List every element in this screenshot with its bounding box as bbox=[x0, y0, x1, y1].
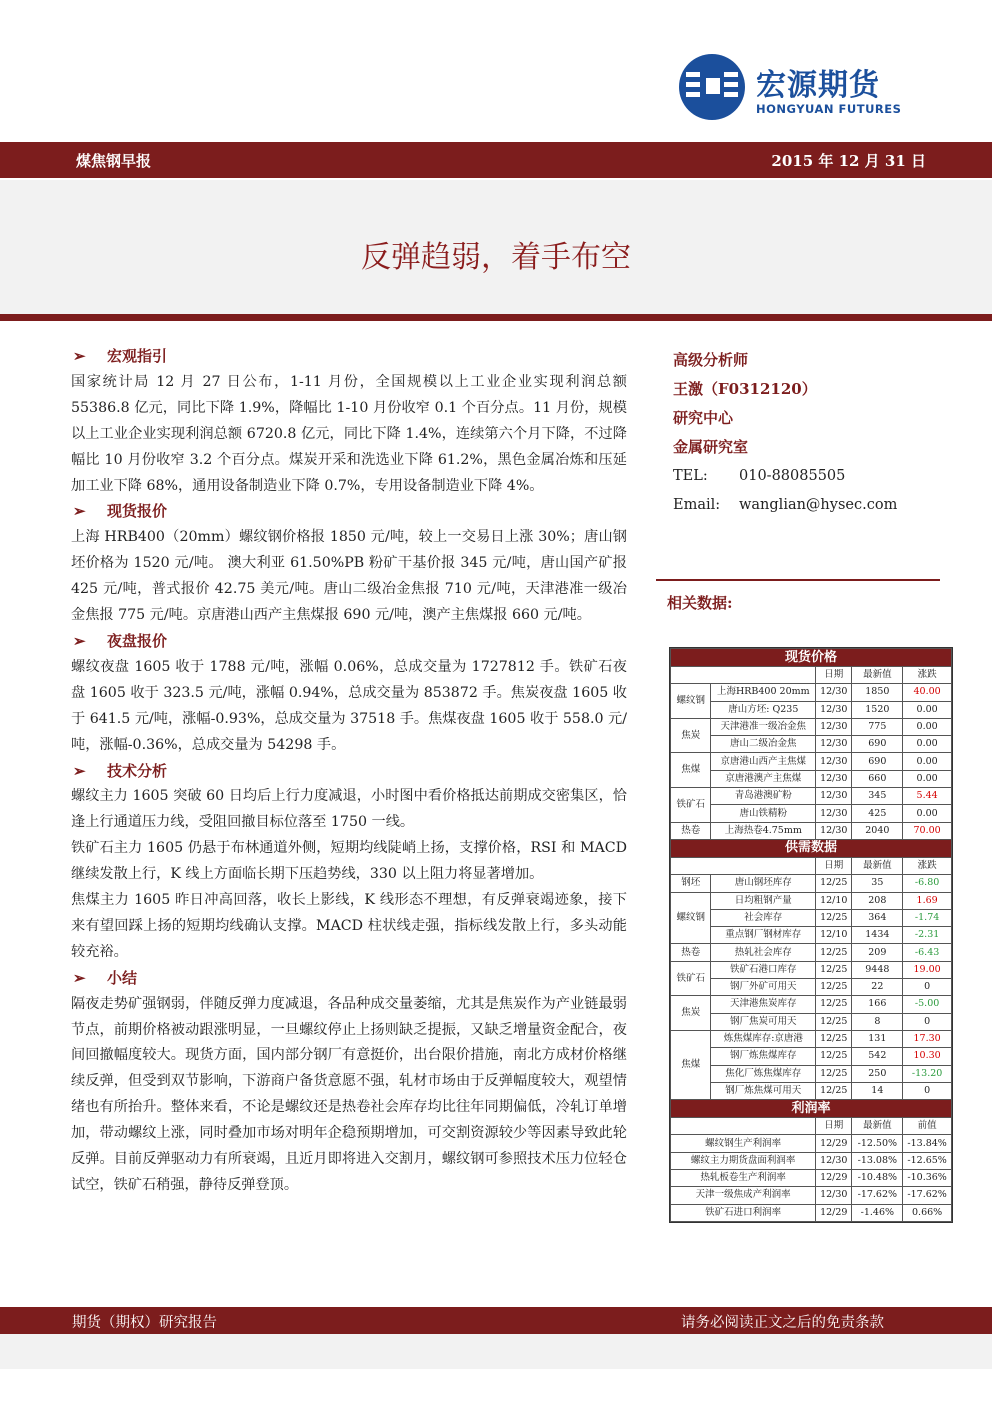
data-table bbox=[670, 648, 952, 1222]
row-date: 12/29 bbox=[816, 1135, 852, 1152]
row-change: 17.30 bbox=[903, 1030, 952, 1047]
logo-english-text: HONGYUAN FUTURES bbox=[756, 102, 902, 116]
section-paragraph: 上海 HRB400（20mm）螺纹钢价格报 1850 元/吨，较上一交易日上涨 30%；唐山钢坯价格为 1520 元/吨。 澳大利亚 61.50%PB 粉矿干基价报 345 元/吨，唐山国产矿报 425 元/吨，普式报价 42.75 美元/吨。唐山二级冶金焦报 710 元/吨，天津港准一级冶金焦报 775 元/吨。京唐港山西产主焦煤报 690 元/吨，澳产主焦煤报 660 元/吨。 bbox=[71, 529, 627, 624]
row-name: 天津港焦炭库存 bbox=[711, 996, 816, 1013]
analyst-role: 高级分析师 bbox=[673, 351, 749, 369]
row-name: 炼焦煤库存:京唐港 bbox=[711, 1030, 816, 1047]
row-category: 铁矿石 bbox=[671, 961, 711, 996]
row-date: 12/30 bbox=[816, 1187, 852, 1204]
table-row bbox=[671, 961, 952, 978]
tel-row bbox=[673, 462, 933, 491]
row-date: 12/30 bbox=[816, 684, 852, 701]
row-value: 345 bbox=[852, 788, 903, 805]
section-heading bbox=[71, 344, 627, 370]
table-band-row bbox=[671, 1100, 952, 1118]
row-change: 0.00 bbox=[903, 805, 952, 822]
row-name: 上海热卷4.75mm bbox=[711, 822, 816, 839]
row-name: 京唐港山西产主焦煤 bbox=[711, 753, 816, 770]
main-content bbox=[71, 344, 627, 1199]
row-name: 重点钢厂钢材库存 bbox=[711, 927, 816, 944]
row-date: 12/25 bbox=[816, 979, 852, 996]
arrow-bullet-icon: ➢ bbox=[73, 631, 86, 650]
table-band-title: 现货价格 bbox=[671, 649, 952, 667]
table-header-cell: 最新值 bbox=[852, 857, 903, 874]
email-value[interactable]: wanglian@hysec.com bbox=[739, 497, 898, 513]
row-change: 0 bbox=[903, 979, 952, 996]
table-row bbox=[671, 684, 952, 701]
row-name: 钢厂焦炭可用天 bbox=[711, 1013, 816, 1030]
row-category: 焦煤 bbox=[671, 753, 711, 788]
row-change: -2.31 bbox=[903, 927, 952, 944]
section-heading bbox=[71, 629, 627, 655]
row-date: 12/30 bbox=[816, 736, 852, 753]
logo-chinese-text: 宏源期货 bbox=[756, 68, 880, 103]
row-change: -13.84% bbox=[903, 1135, 952, 1152]
table-band-row bbox=[671, 839, 952, 857]
table-row bbox=[671, 1135, 952, 1152]
section-heading-text: 小结 bbox=[107, 968, 138, 987]
table-row bbox=[671, 1048, 952, 1065]
row-value: 364 bbox=[852, 909, 903, 926]
table-row bbox=[671, 1030, 952, 1047]
table-row bbox=[671, 1187, 952, 1204]
report-series-name: 煤焦钢早报 bbox=[76, 152, 152, 170]
table-header-cell: 涨跌 bbox=[903, 667, 952, 684]
row-date: 12/29 bbox=[816, 1170, 852, 1187]
table-header-cell: 日期 bbox=[816, 1118, 852, 1135]
row-change: -6.43 bbox=[903, 944, 952, 961]
research-center: 研究中心 bbox=[673, 409, 734, 427]
row-value: 209 bbox=[852, 944, 903, 961]
row-value: 35 bbox=[852, 875, 903, 892]
row-change: -6.80 bbox=[903, 875, 952, 892]
section-heading-text: 夜盘报价 bbox=[107, 631, 168, 650]
row-change: 1.69 bbox=[903, 892, 952, 909]
table-row bbox=[671, 822, 952, 839]
row-date: 12/25 bbox=[816, 1082, 852, 1099]
row-date: 12/30 bbox=[816, 805, 852, 822]
row-date: 12/30 bbox=[816, 770, 852, 787]
row-date: 12/30 bbox=[816, 788, 852, 805]
row-value: 775 bbox=[852, 718, 903, 735]
arrow-bullet-icon: ➢ bbox=[73, 968, 86, 987]
table-row bbox=[671, 718, 952, 735]
row-change: -5.00 bbox=[903, 996, 952, 1013]
section-paragraph: 铁矿石主力 1605 仍悬于布林通道外侧，短期均线陡峭上扬，支撑价格，RSI 和 MACD 继续发散上行，K 线上方面临长期下压趋势线，330 以上阻力将显著增加。 bbox=[71, 840, 627, 883]
row-date: 12/30 bbox=[816, 718, 852, 735]
section-heading bbox=[71, 499, 627, 525]
row-name: 热轧板卷生产利润率 bbox=[671, 1170, 816, 1187]
row-category: 钢坯 bbox=[671, 875, 711, 892]
table-row bbox=[671, 1065, 952, 1082]
row-change: -12.65% bbox=[903, 1152, 952, 1169]
row-value: -17.62% bbox=[852, 1187, 903, 1204]
row-change: 0 bbox=[903, 1013, 952, 1030]
section-heading-text: 技术分析 bbox=[107, 761, 168, 780]
row-value: -13.08% bbox=[852, 1152, 903, 1169]
table-row bbox=[671, 1204, 952, 1221]
row-date: 12/25 bbox=[816, 961, 852, 978]
row-value: 208 bbox=[852, 892, 903, 909]
row-date: 12/25 bbox=[816, 944, 852, 961]
table-header-cell: 日期 bbox=[816, 857, 852, 874]
data-tables bbox=[669, 647, 953, 1223]
row-change: 0.66% bbox=[903, 1204, 952, 1221]
row-value: 250 bbox=[852, 1065, 903, 1082]
row-change: 0.00 bbox=[903, 770, 952, 787]
row-value: 542 bbox=[852, 1048, 903, 1065]
table-header-cell: 日期 bbox=[816, 667, 852, 684]
row-category: 焦炭 bbox=[671, 996, 711, 1031]
footer-grey-band bbox=[0, 1334, 992, 1369]
arrow-bullet-icon: ➢ bbox=[73, 761, 86, 780]
row-date: 12/30 bbox=[816, 753, 852, 770]
section-heading-text: 宏观指引 bbox=[107, 347, 168, 365]
row-value: 8 bbox=[852, 1013, 903, 1030]
table-row bbox=[671, 736, 952, 753]
row-name: 青岛港澳矿粉 bbox=[711, 788, 816, 805]
table-header-row bbox=[671, 667, 952, 684]
table-row bbox=[671, 1170, 952, 1187]
row-change: 10.30 bbox=[903, 1048, 952, 1065]
tel-value: 010-88085505 bbox=[739, 468, 846, 484]
row-value: -12.50% bbox=[852, 1135, 903, 1152]
row-date: 12/10 bbox=[816, 892, 852, 909]
row-date: 12/25 bbox=[816, 875, 852, 892]
row-category: 热卷 bbox=[671, 822, 711, 839]
table-header-blank bbox=[671, 1118, 816, 1135]
row-change: 0.00 bbox=[903, 718, 952, 735]
table-row bbox=[671, 805, 952, 822]
row-date: 12/29 bbox=[816, 1204, 852, 1221]
analyst-name: 王激（F0312120） bbox=[673, 380, 817, 398]
row-category: 焦炭 bbox=[671, 718, 711, 753]
row-name: 社会库存 bbox=[711, 909, 816, 926]
row-name: 唐山钢坯库存 bbox=[711, 875, 816, 892]
tel-label: TEL: bbox=[673, 468, 708, 484]
section-paragraph: 螺纹主力 1605 突破 60 日均后上行力度减退，小时图中看价格抵达前期成交密集区，恰逢上行通道压力线，受阻回撤目标位落至 1750 一线。 bbox=[71, 788, 627, 831]
row-change: 40.00 bbox=[903, 684, 952, 701]
table-row bbox=[671, 996, 952, 1013]
row-value: 14 bbox=[852, 1082, 903, 1099]
row-date: 12/30 bbox=[816, 1152, 852, 1169]
row-value: 9448 bbox=[852, 961, 903, 978]
table-header-cell: 涨跌 bbox=[903, 857, 952, 874]
analyst-info bbox=[673, 346, 933, 520]
table-row bbox=[671, 892, 952, 909]
row-change: -10.36% bbox=[903, 1170, 952, 1187]
table-row bbox=[671, 944, 952, 961]
arrow-bullet-icon: ➢ bbox=[73, 347, 86, 365]
row-category: 铁矿石 bbox=[671, 788, 711, 823]
row-date: 12/10 bbox=[816, 927, 852, 944]
row-date: 12/30 bbox=[816, 822, 852, 839]
arrow-bullet-icon: ➢ bbox=[73, 502, 86, 521]
row-change: 0.00 bbox=[903, 753, 952, 770]
section-paragraph: 螺纹夜盘 1605 收于 1788 元/吨，涨幅 0.06%，总成交量为 1727812 手。铁矿石夜盘 1605 收于 323.5 元/吨，涨幅 0.94%，总成交量为 853872 手。焦炭夜盘 1605 收于 641.5 元/吨，涨幅-0.93%，总成交量为 37518 手。焦煤夜盘 1605 收于 558.0 元/吨，涨幅-0.36%，总成交量为 54298 手。 bbox=[71, 658, 627, 753]
table-row bbox=[671, 770, 952, 787]
row-change: -13.20 bbox=[903, 1065, 952, 1082]
row-name: 铁矿石进口利润率 bbox=[671, 1204, 816, 1221]
table-row bbox=[671, 788, 952, 805]
row-date: 12/25 bbox=[816, 1048, 852, 1065]
row-name: 唐山方坯: Q235 bbox=[711, 701, 816, 718]
section-heading bbox=[71, 966, 627, 992]
table-row bbox=[671, 979, 952, 996]
row-date: 12/25 bbox=[816, 1065, 852, 1082]
table-header-cell: 最新值 bbox=[852, 667, 903, 684]
table-band-row bbox=[671, 649, 952, 667]
section-heading-text: 现货报价 bbox=[107, 502, 168, 521]
row-name: 日均粗钢产量 bbox=[711, 892, 816, 909]
row-name: 铁矿石港口库存 bbox=[711, 961, 816, 978]
related-data-heading: 相关数据: bbox=[667, 594, 733, 612]
table-header-blank bbox=[671, 667, 816, 684]
row-name: 天津一级焦成产利润率 bbox=[671, 1187, 816, 1204]
row-date: 12/25 bbox=[816, 1030, 852, 1047]
table-row bbox=[671, 1082, 952, 1099]
table-band-title: 供需数据 bbox=[671, 839, 952, 857]
row-name: 螺纹主力期货盘面利润率 bbox=[671, 1152, 816, 1169]
report-title: 反弹趋弱，着手布空 bbox=[361, 240, 631, 275]
row-date: 12/25 bbox=[816, 1013, 852, 1030]
footer-disclaimer: 请务必阅读正文之后的免责条款 bbox=[681, 1315, 884, 1331]
title-rule bbox=[0, 314, 992, 321]
row-change: -1.74 bbox=[903, 909, 952, 926]
table-header-cell: 前值 bbox=[903, 1118, 952, 1135]
row-value: 131 bbox=[852, 1030, 903, 1047]
section-heading bbox=[71, 759, 627, 785]
row-value: 425 bbox=[852, 805, 903, 822]
row-change: 0.00 bbox=[903, 701, 952, 718]
row-name: 天津港准一级冶金焦 bbox=[711, 718, 816, 735]
row-change: 0 bbox=[903, 1082, 952, 1099]
row-value: 690 bbox=[852, 736, 903, 753]
row-value: -10.48% bbox=[852, 1170, 903, 1187]
row-value: 1850 bbox=[852, 684, 903, 701]
row-change: 0.00 bbox=[903, 736, 952, 753]
row-value: 690 bbox=[852, 753, 903, 770]
row-name: 唐山二级冶金焦 bbox=[711, 736, 816, 753]
report-date: 2015 年 12 月 31 日 bbox=[771, 152, 926, 170]
row-name: 热轧社会库存 bbox=[711, 944, 816, 961]
row-value: 166 bbox=[852, 996, 903, 1013]
side-rule bbox=[656, 579, 940, 581]
table-row bbox=[671, 1152, 952, 1169]
table-band-title: 利润率 bbox=[671, 1100, 952, 1118]
row-value: 660 bbox=[852, 770, 903, 787]
section-paragraph: 国家统计局 12 月 27 日公布，1-11 月份，全国规模以上工业企业实现利润总额 55386.8 亿元，同比下降 1.9%，降幅比 1-10 月份收窄 0.1 个百分点。11 月份，规模以上工业企业实现利润总额 6720.8 亿元，同比下降 1.4%，连续第六个月下降，不过降幅比 10 月份收窄 3.2 个百分点。煤炭开采和洗选业下降 61.2%，黑色金属冶炼和压延加工业下降 68%，通用设备制造业下降 0.7%，专用设备制造业下降 4%。 bbox=[71, 373, 627, 494]
row-category: 螺纹钢 bbox=[671, 892, 711, 944]
row-value: -1.46% bbox=[852, 1204, 903, 1221]
table-row bbox=[671, 909, 952, 926]
row-change: 5.44 bbox=[903, 788, 952, 805]
table-row bbox=[671, 927, 952, 944]
row-value: 1520 bbox=[852, 701, 903, 718]
row-name: 钢厂外矿可用天 bbox=[711, 979, 816, 996]
table-row bbox=[671, 701, 952, 718]
table-header-row bbox=[671, 857, 952, 874]
row-category: 热卷 bbox=[671, 944, 711, 961]
row-name: 唐山铁精粉 bbox=[711, 805, 816, 822]
table-header-cell: 最新值 bbox=[852, 1118, 903, 1135]
row-category: 螺纹钢 bbox=[671, 684, 711, 719]
row-value: 22 bbox=[852, 979, 903, 996]
table-header-blank bbox=[671, 857, 816, 874]
row-change: -17.62% bbox=[903, 1187, 952, 1204]
row-name: 上海HRB400 20mm bbox=[711, 684, 816, 701]
table-row bbox=[671, 875, 952, 892]
row-change: 70.00 bbox=[903, 822, 952, 839]
row-date: 12/30 bbox=[816, 701, 852, 718]
email-label: Email: bbox=[673, 497, 721, 513]
section-paragraph: 隔夜走势矿强钢弱，伴随反弹力度减退，各品种成交量萎缩，尤其是焦炭作为产业链最弱节点，前期价格被动跟涨明显，一旦螺纹停止上扬则缺乏提振，又缺乏增量资金配合，夜间回撤幅度较大。现货方面，国内部分钢厂有意挺价，出台限价措施，南北方成材价格继续反弹，但受到双节影响，下游商户备货意愿不强，轧材市场由于反弹幅度较大，观望情绪也有所抬升。整体来看，不论是螺纹还是热卷社会库存均比往年同期偏低，冷轧订单增加，带动螺纹上涨，同时叠加市场对明年企稳预期增加，可交割资源较少等因素导致此轮反弹。目前反弹驱动力有所衰竭，且近月即将进入交割月，螺纹钢可参照技术压力位轻仓试空，铁矿石稍强，静待反弹登顶。 bbox=[71, 995, 627, 1193]
row-name: 螺纹钢生产利润率 bbox=[671, 1135, 816, 1152]
table-row bbox=[671, 1013, 952, 1030]
row-value: 1434 bbox=[852, 927, 903, 944]
row-name: 京唐港澳产主焦煤 bbox=[711, 770, 816, 787]
row-name: 钢厂炼焦煤可用天 bbox=[711, 1082, 816, 1099]
row-value: 2040 bbox=[852, 822, 903, 839]
row-change: 19.00 bbox=[903, 961, 952, 978]
table-row bbox=[671, 753, 952, 770]
section-paragraph: 焦煤主力 1605 昨日冲高回落，收长上影线，K 线形态不理想，有反弹衰竭迹象，接下来有望回踩上扬的短期均线确认支撑。MACD 柱状线走强，指标线发散上行，多头动能较充裕。 bbox=[71, 892, 627, 960]
row-date: 12/25 bbox=[816, 996, 852, 1013]
row-category: 焦煤 bbox=[671, 1030, 711, 1099]
row-date: 12/25 bbox=[816, 909, 852, 926]
row-name: 焦化厂炼焦煤库存 bbox=[711, 1065, 816, 1082]
table-header-row bbox=[671, 1118, 952, 1135]
metals-research-dept: 金属研究室 bbox=[673, 438, 749, 456]
email-row bbox=[673, 491, 933, 520]
footer-report-type: 期货（期权）研究报告 bbox=[72, 1315, 217, 1331]
row-name: 钢厂炼焦煤库存 bbox=[711, 1048, 816, 1065]
